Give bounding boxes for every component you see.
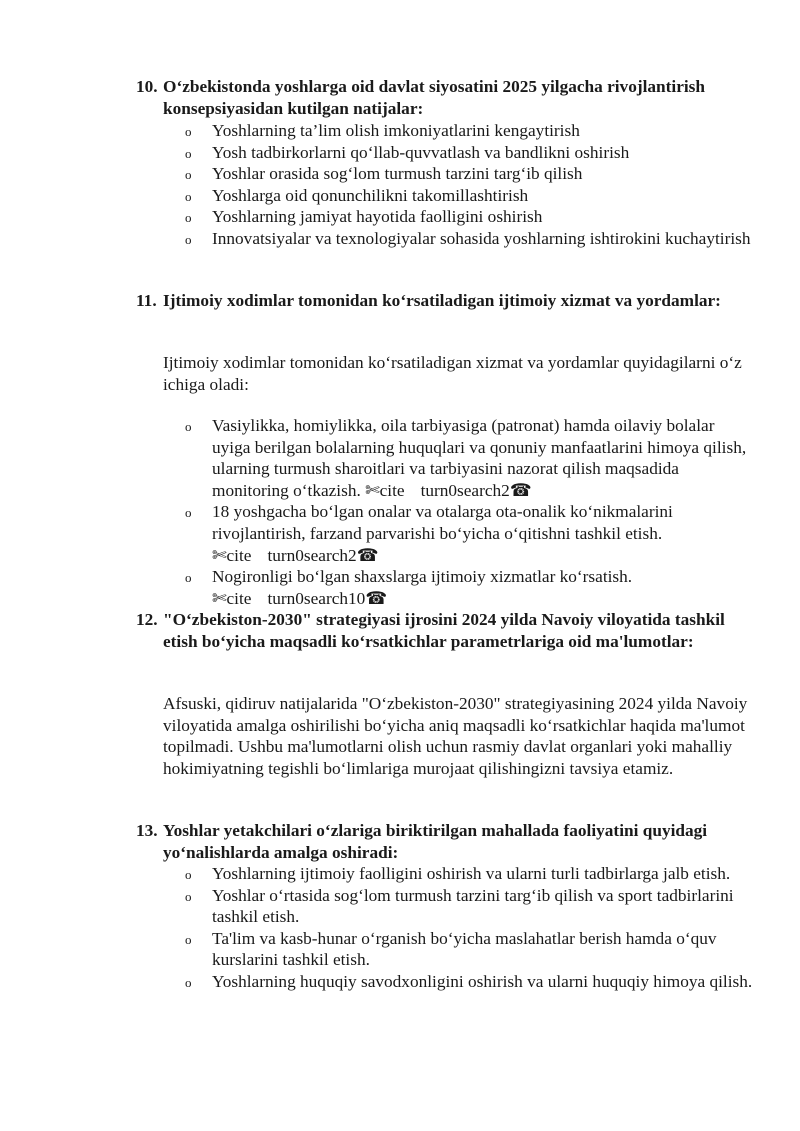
list-item: o Yoshlar o‘rtasida sog‘lom turmush tarzini targ‘ib qilish va sport tadbirlarini tashkil etish. — [185, 885, 734, 927]
section-11-list — [163, 415, 753, 609]
section-12-paragraph: Afsuski, qidiruv natijalarida "O‘zbekiston-2030" strategiyasining 2024 yilda Navoiy viloyatida amalga oshirilishi bo‘yicha aniq maqsadli ko‘rsatkichlar haqida ma'lumot topilmadi. Ushbu ma'lumotlarni olish uchun rasmiy davlat organlari yoki mahalliy hokimiyatning tegishli bo‘limlariga murojaat qilishingizni tavsiya etamiz. — [163, 694, 748, 778]
citation[interactable]: ✄cite turn0search10☎ — [212, 588, 387, 608]
list-item-text: Nogironligi bo‘lgan shaxslarga ijtimoiy xizmatlar ko‘rsatish. — [212, 567, 633, 587]
list-item — [163, 566, 753, 609]
section-13-list — [163, 863, 753, 993]
list-item: o Yoshlarning huquqiy savodxonligini oshirish va ularni huquqiy himoya qilish. — [163, 971, 753, 993]
section-title: Yoshlar yetakchilari o‘zlariga biriktirilgan mahallada faoliyatini quyidagi yo‘nalishlarda amalga oshiradi: — [163, 821, 708, 862]
bullet-icon: o — [185, 188, 192, 204]
section-10-heading — [136, 76, 736, 119]
section-title: Ijtimoiy xodimlar tomonidan ko‘rsatiladigan ijtimoiy xizmat va yordamlar: — [163, 291, 721, 310]
list-item: o Yosh tadbirkorlarni qo‘llab-quvvatlash va bandlikni oshirish — [163, 142, 753, 164]
scissors-icon: ✄ — [212, 545, 227, 565]
bullet-icon: o — [185, 124, 192, 139]
section-number: 13. — [136, 821, 158, 840]
list-item-text: Vasiylikka, homiylikka, oila tarbiyasiga (patronat) hamda oilaviy bolalar uyiga berilgan bolalarning huquqlari va qonuniy manfaatlarini himoya qilish, ularning turmush sharoitlari va tarbiyasini nazorat qilish maqsadida monitoring o‘tkazish. — [212, 416, 747, 500]
bullet-icon: o — [185, 145, 192, 161]
telephone-icon: ☎ — [509, 480, 532, 500]
bullet-icon: o — [185, 210, 192, 226]
bullet-icon: o — [185, 505, 192, 521]
telephone-icon: ☎ — [356, 545, 379, 565]
bullet-icon: o — [185, 888, 192, 904]
list-item — [163, 415, 753, 501]
section-number: 11. — [136, 291, 157, 310]
list-item: o Yoshlar orasida sog‘lom turmush tarzini targ‘ib qilish — [163, 163, 753, 185]
telephone-icon: ☎ — [365, 588, 387, 608]
section-10-list — [163, 120, 753, 250]
list-item-text: 18 yoshgacha bo‘lgan onalar va otalarga ota-onalik ko‘nikmalarini rivojlantirish, farzand parvarishi bo‘yicha o‘qitishni tashkil etish. — [212, 502, 673, 543]
bullet-icon: o — [185, 419, 192, 434]
list-item: o Yoshlarning ijtimoiy faolligini oshirish va ularni turli tadbirlarga jalb etish. — [163, 863, 753, 885]
list-item: o Yoshlarga oid qonunchilikni takomillashtirish — [163, 185, 753, 207]
section-11-heading — [136, 290, 736, 312]
bullet-icon: o — [185, 231, 192, 247]
list-item — [163, 501, 753, 566]
section-title: "O‘zbekiston-2030" strategiyasi ijrosini 2024 yilda Navoiy viloyatida tashkil etish bo‘yicha maqsadli ko‘rsatkichlar parametrlariga oid ma'lumotlar: — [163, 610, 725, 651]
section-11-intro: Ijtimoiy xodimlar tomonidan ko‘rsatiladigan xizmat va yordamlar quyidagilarni o‘z ichiga oladi: — [163, 353, 742, 394]
bullet-icon: o — [185, 867, 192, 882]
list-item: o Yoshlarning jamiyat hayotida faolligini oshirish — [163, 206, 753, 228]
section-13-heading — [136, 820, 736, 863]
scissors-icon: ✄ — [365, 480, 380, 500]
citation[interactable]: ✄cite turn0search2☎ — [365, 480, 532, 500]
section-12-heading — [136, 609, 736, 652]
bullet-icon: o — [185, 570, 192, 586]
bullet-icon: o — [185, 167, 192, 183]
section-title: O‘zbekistonda yoshlarga oid davlat siyosatini 2025 yilgacha rivojlantirish konsepsiyasidan kutilgan natijalar: — [163, 77, 706, 118]
list-item: o Yoshlarning ta’lim olish imkoniyatlarini kengaytirish — [163, 120, 753, 142]
list-item: o Ta'lim va kasb-hunar o‘rganish bo‘yicha maslahatlar berish hamda o‘quv kurslarini tashkil etish. — [185, 928, 717, 970]
bullet-icon: o — [185, 974, 192, 990]
scissors-icon: ✄ — [212, 588, 227, 608]
section-number: 10. — [136, 77, 158, 96]
section-number: 12. — [136, 610, 158, 629]
citation[interactable]: ✄cite turn0search2☎ — [212, 545, 379, 565]
bullet-icon: o — [185, 931, 192, 947]
list-item: o Innovatsiyalar va texnologiyalar sohasida yoshlarning ishtirokini kuchaytirish — [163, 228, 753, 250]
